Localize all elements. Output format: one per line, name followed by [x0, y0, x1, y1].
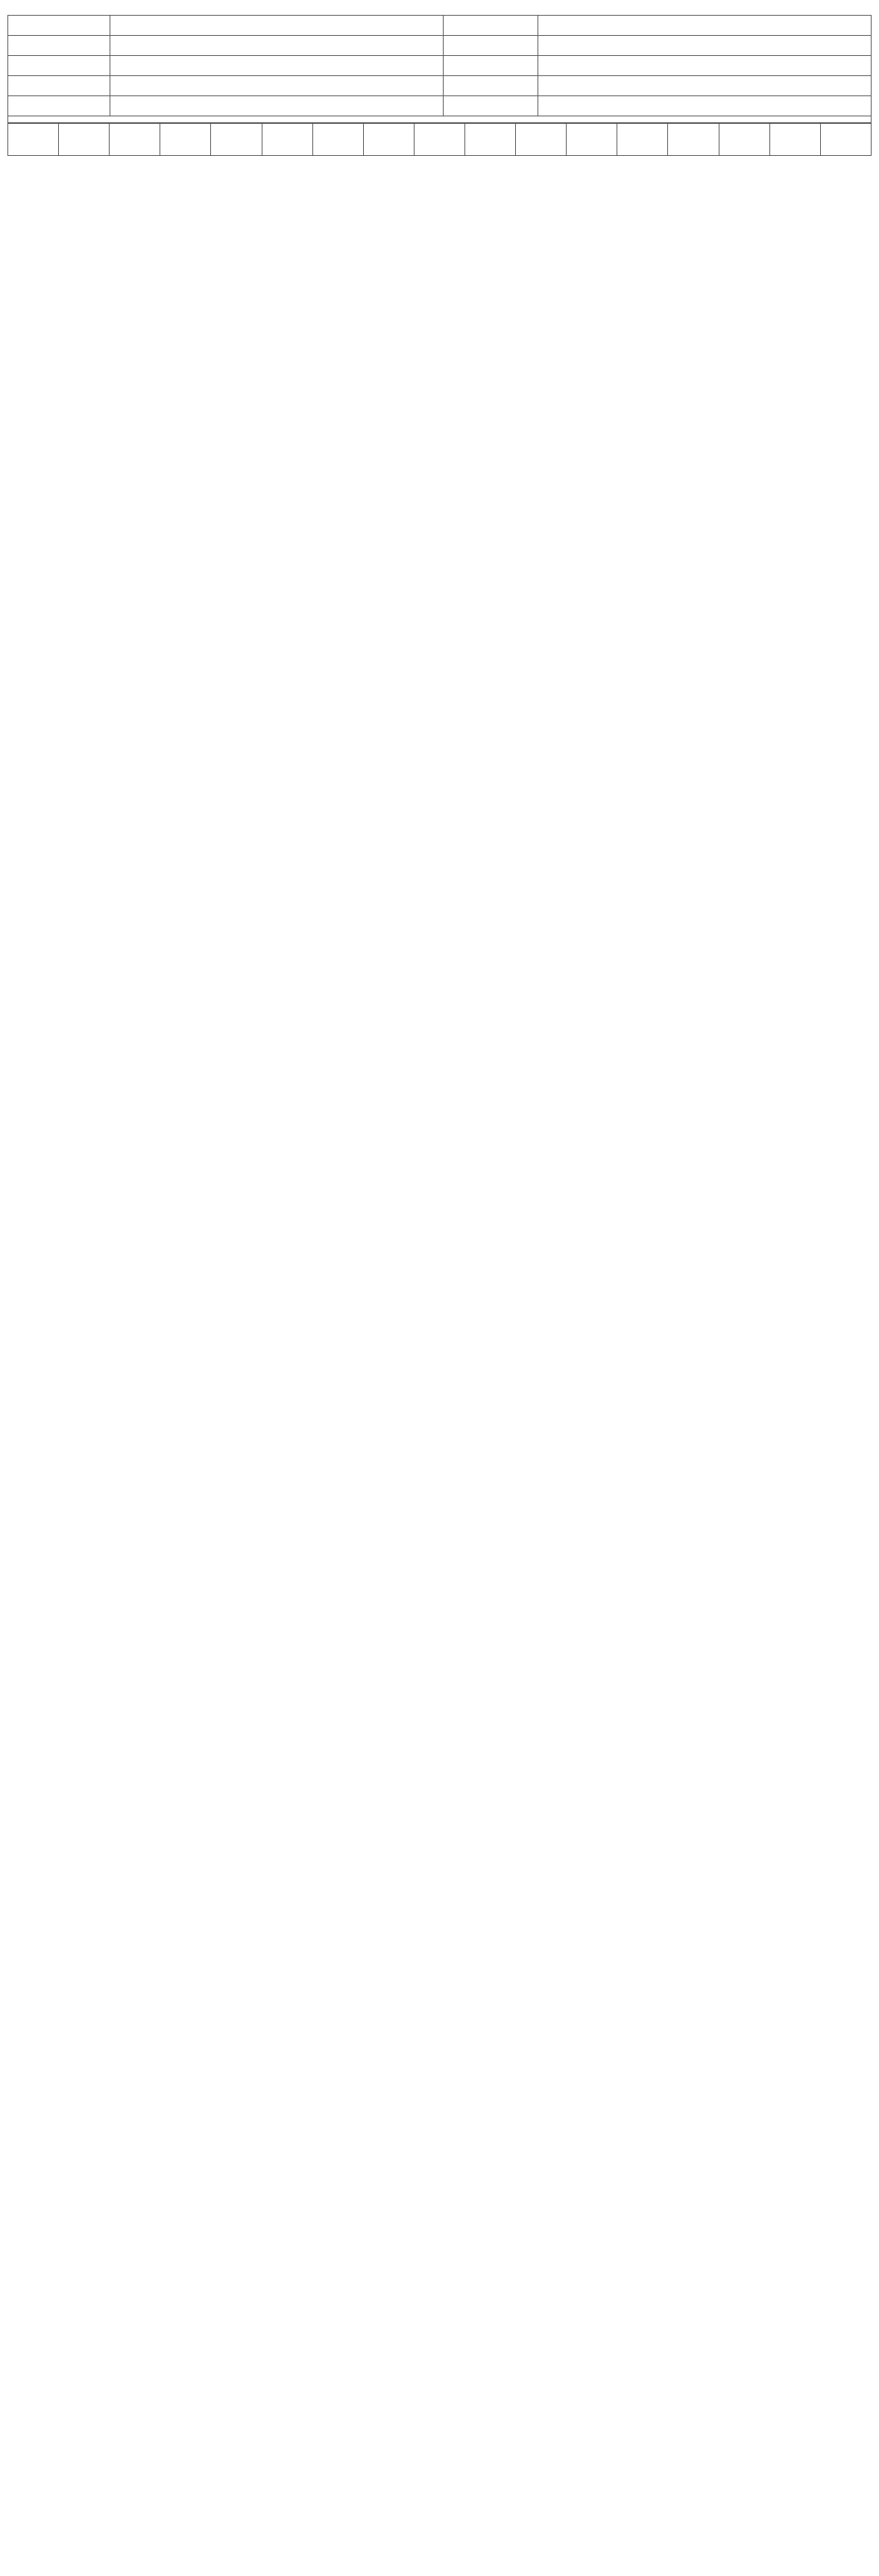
column-header [312, 124, 363, 156]
info-key [8, 96, 110, 116]
column-header [668, 124, 719, 156]
column-header [363, 124, 414, 156]
column-header [110, 124, 160, 156]
column-header [262, 124, 312, 156]
section-title [7, 116, 872, 123]
info-key [444, 96, 538, 116]
info-row [8, 96, 872, 116]
column-header [719, 124, 769, 156]
info-value [538, 16, 872, 36]
column-header [8, 124, 59, 156]
column-header [769, 124, 820, 156]
info-key [444, 16, 538, 36]
items-table [7, 123, 872, 156]
column-header [59, 124, 110, 156]
info-row [8, 76, 872, 96]
info-value [110, 56, 444, 76]
info-key [444, 56, 538, 76]
info-value [538, 36, 872, 56]
vendor-info-table [7, 15, 872, 116]
column-header [820, 124, 871, 156]
info-key [8, 16, 110, 36]
column-header [617, 124, 668, 156]
info-value [110, 76, 444, 96]
info-key [8, 76, 110, 96]
info-row [8, 36, 872, 56]
info-row [8, 16, 872, 36]
column-header [567, 124, 617, 156]
column-header [516, 124, 567, 156]
info-value [538, 96, 872, 116]
info-value [538, 76, 872, 96]
info-key [444, 36, 538, 56]
info-row [8, 56, 872, 76]
info-key [8, 36, 110, 56]
column-header [160, 124, 211, 156]
quotation-page [0, 0, 879, 208]
info-value [110, 96, 444, 116]
info-key [444, 76, 538, 96]
column-header [211, 124, 262, 156]
info-key [8, 56, 110, 76]
info-value [110, 16, 444, 36]
info-value [110, 36, 444, 56]
info-value [538, 56, 872, 76]
column-header [414, 124, 464, 156]
column-header [464, 124, 515, 156]
